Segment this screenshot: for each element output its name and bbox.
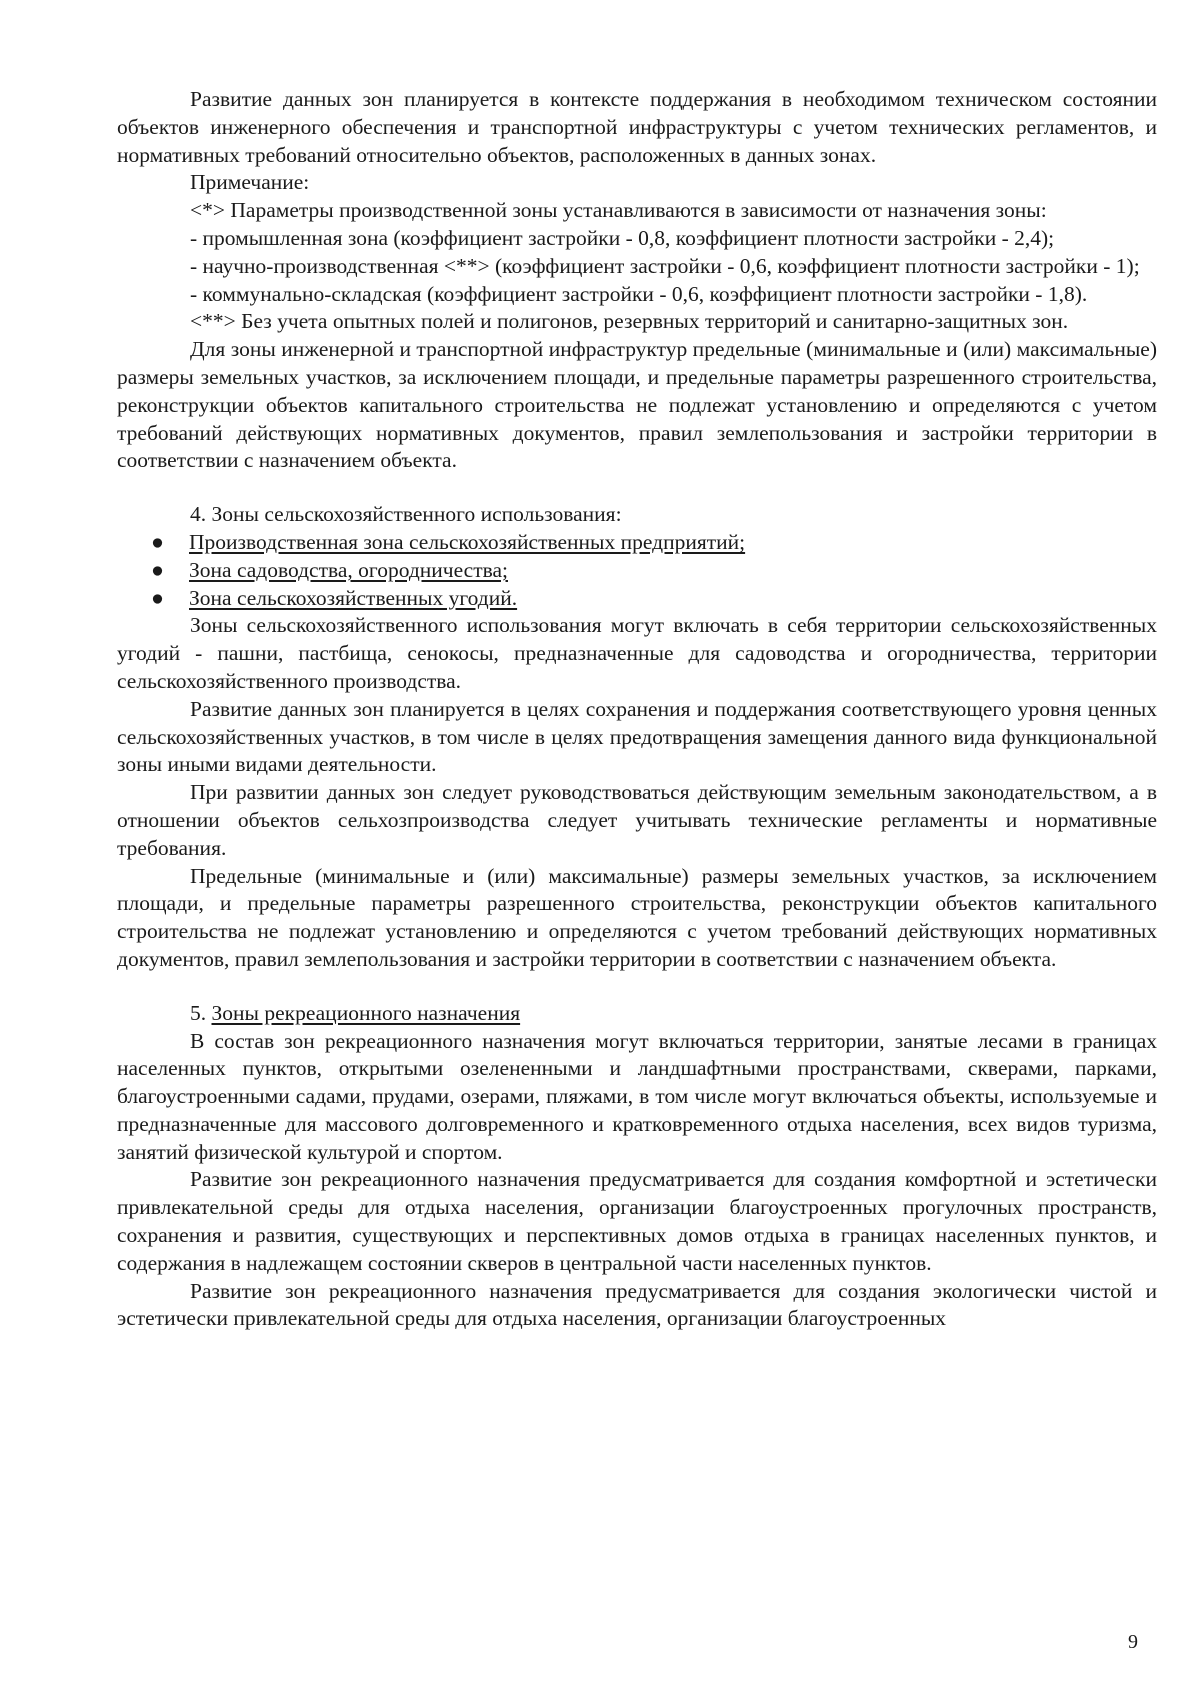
list-item-label: Производственная зона сельскохозяйственных предприятий;	[189, 529, 746, 554]
section-number: 5.	[190, 1000, 207, 1025]
note-item: - промышленная зона (коэффициент застройки - 0,8, коэффициент плотности застройки - 2,4);	[190, 225, 1055, 250]
section-spacer	[117, 475, 1157, 501]
paragraph: Развитие зон рекреационного назначения предусматривается для создания комфортной и эстетически привлекательной среды для отдыха населения, организации благоустроенных прогулочных пространств, сохранения и развития, существующих и перспективных домов отдыха в границах населенных пунктов, и содержания в надлежащем состоянии скверов в центральной части населенных пунктов.	[117, 1167, 1157, 1275]
paragraph: Развитие зон рекреационного назначения предусматривается для создания экологически чистой и эстетически привлекательной среды для отдыха населения, организации благоустроенных	[117, 1278, 1157, 1331]
paragraph: В состав зон рекреационного назначения могут включаться территории, занятые лесами в границах населенных пунктов, открытыми озелененными и ландшафтными пространствами, скверами, парками, благоустроенными садами, прудами, озерами, пляжами, в том числе могут включаться объекты, используемые и предназначенные для массового долговременного и кратковременного отдыха населения, всех видов туризма, занятий физической культурой и спортом.	[117, 1028, 1157, 1164]
section-title: Зоны рекреационного назначения	[211, 1000, 521, 1025]
bullet-icon: ●	[151, 585, 164, 610]
note-item: - коммунально-складская (коэффициент застройки - 0,6, коэффициент плотности застройки - 1,8).	[190, 281, 1088, 306]
section-5-heading	[117, 1000, 1157, 1028]
bullet-icon: ●	[151, 557, 164, 582]
paragraph: Зоны сельскохозяйственного использования могут включать в себя территории сельскохозяйственных угодий - пашни, пастбища, сенокосы, предназначенные для садоводства и огородничества, территории сельскохозяйственного производства.	[117, 613, 1157, 693]
paragraph: Развитие данных зон планируется в контексте поддержания в необходимом техническом состоянии объектов инженерного обеспечения и транспортной инфраструктуры с учетом технических регламентов, и нормативных требований относительно объектов, расположенных в данных зонах.	[117, 87, 1157, 167]
document-page	[117, 86, 1157, 1333]
paragraph: Для зоны инженерной и транспортной инфраструктур предельные (минимальные и (или) максимальные) размеры земельных участков, за исключением площади, и предельные параметры разрешенного строительства, реконструкции объектов капитального строительства не подлежат установлению и определяются с учетом требований действующих нормативных документов, правил землепользования и застройки территории в соответствии с назначением объекта.	[117, 337, 1157, 473]
page-number: 9	[1128, 1631, 1138, 1653]
bullet-icon: ●	[151, 529, 164, 554]
section-4-heading: 4. Зоны сельскохозяйственного использования:	[190, 502, 622, 527]
paragraph: При развитии данных зон следует руководствоваться действующим земельным законодательством, а в отношении объектов сельхозпроизводства следует учитывать технические регламенты и нормативные требования.	[117, 780, 1157, 860]
list-item	[117, 557, 1157, 585]
paragraph: Предельные (минимальные и (или) максимальные) размеры земельных участков, за исключением площади, и предельные параметры разрешенного строительства, реконструкции объектов капитального строительства не подлежат установлению и определяются с учетом требований действующих нормативных документов, правил землепользования и застройки территории в соответствии с назначением объекта.	[117, 863, 1157, 971]
note-heading: Примечание:	[190, 170, 310, 195]
list-item	[117, 585, 1157, 613]
list-item-label: Зона садоводства, огородничества;	[189, 557, 508, 582]
zone-list	[117, 529, 1157, 612]
list-item-label: Зона сельскохозяйственных угодий.	[189, 585, 518, 610]
paragraph: Развитие данных зон планируется в целях сохранения и поддержания соответствующего уровня ценных сельскохозяйственных участков, в том числе в целях предотвращения замещения данного вида функциональной зоны иными видами деятельности.	[117, 696, 1157, 777]
note-footnote: <**> Без учета опытных полей и полигонов, резервных территорий и санитарно-защитных зон.	[190, 309, 1069, 334]
note-item: <*> Параметры производственной зоны устанавливаются в зависимости от назначения зоны:	[190, 198, 1047, 223]
list-item	[117, 529, 1157, 557]
section-spacer	[117, 974, 1157, 1000]
note-item: - научно-производственная <**> (коэффициент застройки - 0,6, коэффициент плотности застройки - 1);	[190, 253, 1140, 278]
